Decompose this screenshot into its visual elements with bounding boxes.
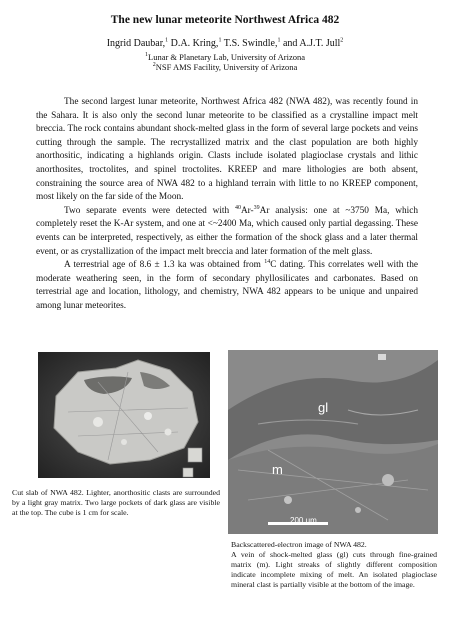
author-1: Ingrid Daubar,$^1$ bbox=[106, 37, 169, 49]
author-4: and A.J.T. Jull$^2$ bbox=[280, 37, 344, 49]
abstract-paragraph-1: The second largest lunar meteorite, Northwest Africa 482 (NWA 482), was recently found in the Sahara. It is also only the second lunar meteorite to be classified as a crystalline impact melt breccia. The rock contains abundant shock-melted glass in the form of several large pockets and veins cutting through the sample. The recrystallized matrix and the clast population are both highly anorthositic, indicating a highlands origin. Clasts include isolated plagioclase crystals and lithic anorthosites, troctolites, and spinel troctolites. KREEP and mare lithologies are both absent, constraining the source area of NWA 482 to a highland terrain with little to no KREEP component, most likely on the far side of the Moon. bbox=[36, 97, 418, 203]
bse-caption-head: Backscattered-electron image of NWA 482. bbox=[231, 540, 367, 549]
author-3: T.S. Swindle,$^1$ bbox=[221, 37, 281, 49]
bse-caption-body: A vein of shock-melted glass (gl) cuts through fine-grained matrix (m). Light streaks of slightly different composition indicate incomplete mixing of melt. An isolated plagioclase mineral clast is partially visible at the bottom of the image. bbox=[231, 550, 437, 589]
bse-caption bbox=[231, 540, 437, 590]
abstract-paragraph-2: Two separate events were detected with $^{40}$Ar-$^{39}$Ar analysis: one at ~3750 Ma, which completely reset the K-Ar system, and one at <~2400 Ma, which caused only partial degassing. These events can be interpreted, respectively, as either the formation of the shock glass and a later thermal event, or as crystallization of the impact melt breccia and later formation of the melt glass. bbox=[36, 204, 418, 257]
paper-title: The new lunar meteorite Northwest Africa 482 bbox=[110, 14, 340, 26]
matrix-label: m bbox=[272, 462, 283, 477]
meteorite-slab-photo bbox=[38, 352, 210, 478]
slab-caption: Cut slab of NWA 482. Lighter, anorthositic clasts are surrounded by a light gray matrix. Two large pockets of dark glass are visible at the top. The cube is 1 cm for scale. bbox=[12, 488, 220, 517]
author-list bbox=[0, 38, 450, 49]
scale-bar-label: 200 µm bbox=[290, 516, 317, 525]
abstract bbox=[36, 96, 418, 314]
author-2: D.A. Kring,$^1$ bbox=[168, 37, 222, 49]
glass-label: gl bbox=[318, 400, 329, 415]
affiliation-2: $^2$NSF AMS Facility, University of Arizona bbox=[152, 62, 298, 72]
affiliation-1: $^1$Lunar & Planetary Lab, University of Arizona bbox=[145, 52, 305, 62]
bse-image bbox=[228, 350, 438, 534]
abstract-paragraph-3: A terrestrial age of 8.6 ± 1.3 ka was obtained from $^{14}$C dating. This correlates well with the moderate weathering seen, in the form of secondary phyllosilicates and carbonates. Based on terrestrial age and location, lithology, and chemistry, NWA 482 appears to be unique and unpaired among lunar meteorites. bbox=[36, 259, 418, 311]
